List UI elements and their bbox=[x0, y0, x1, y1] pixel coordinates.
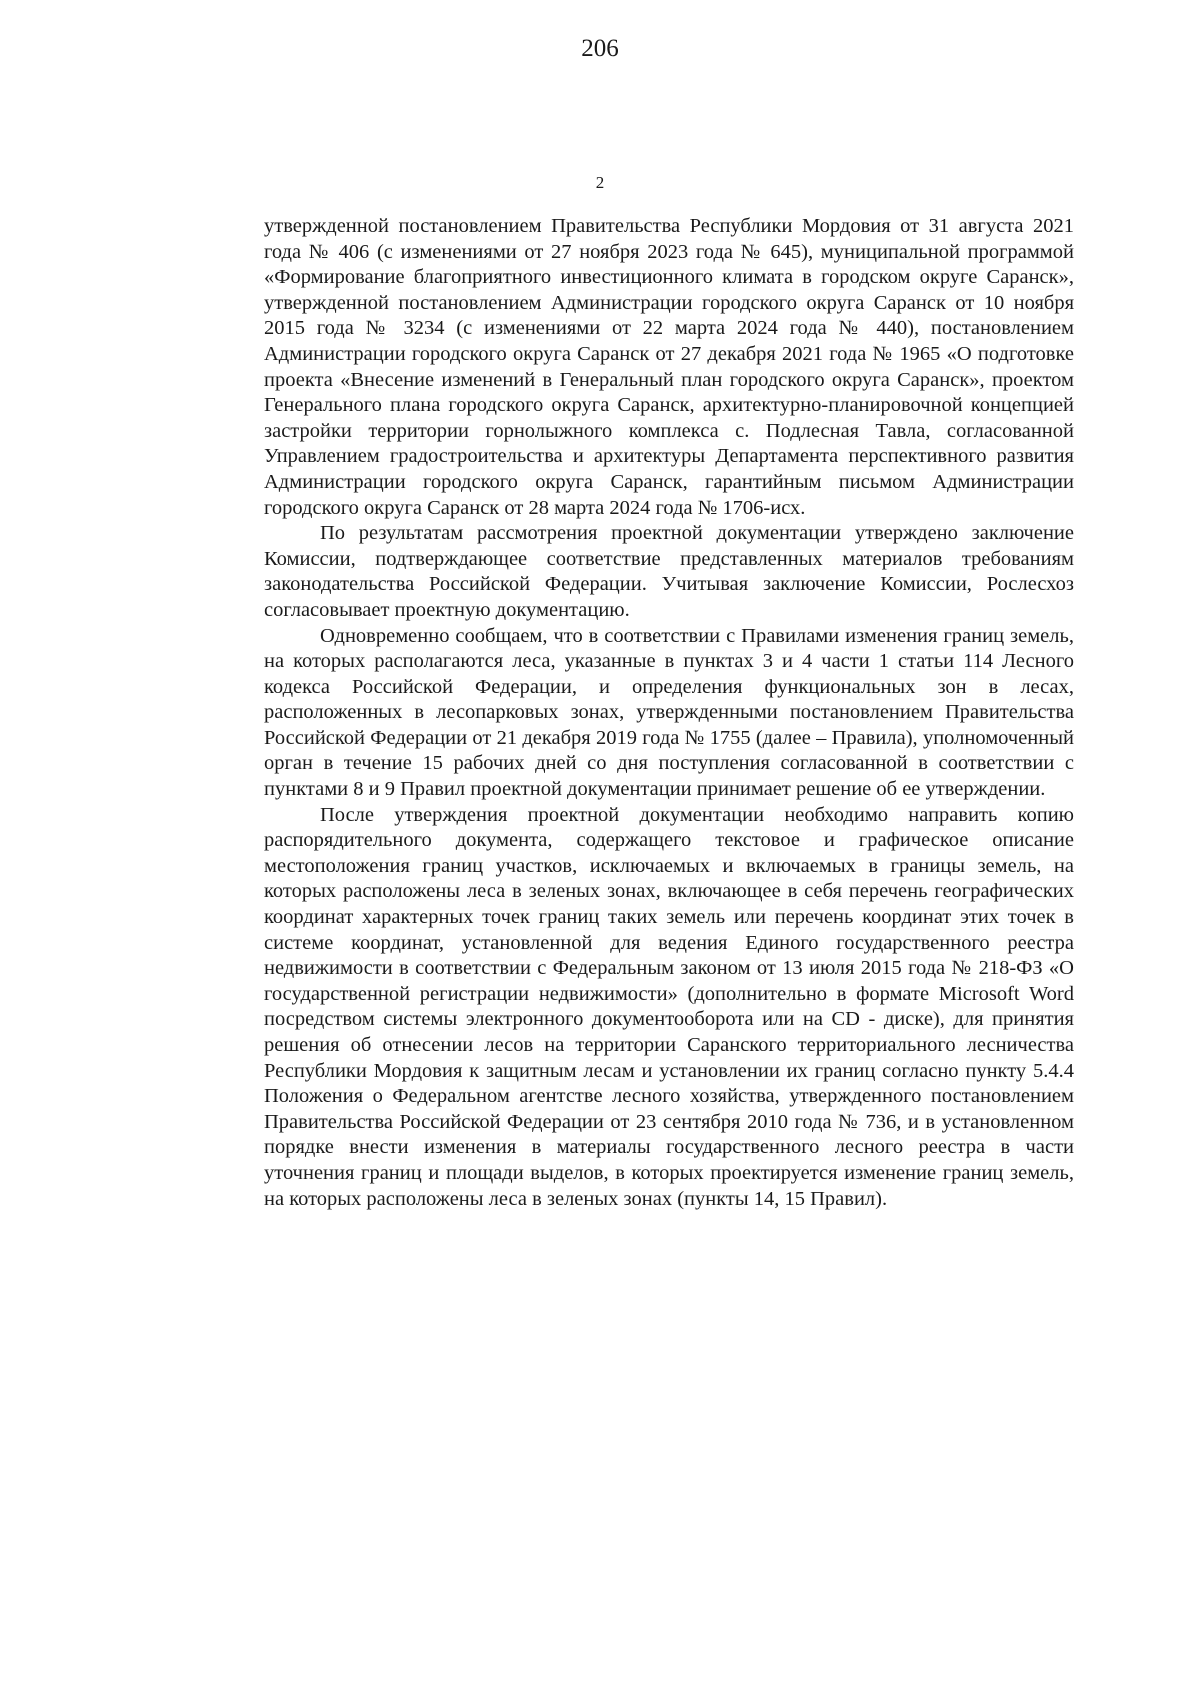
paragraph-rules: Одновременно сообщаем, что в соответствии с Правилами изменения границ земель, на которых располагаются леса, указанные в пунктах 3 и 4 части 1 статьи 114 Лесного кодекса Российской Федерации, и определения функциональных зон в лесах, расположенных в лесопарковых зонах, утвержденными постановлением Правительства Российской Федерации от 21 декабря 2019 года № 1755 (далее – Правила), уполномоченный орган в течение 15 рабочих дней со дня поступления согласованной в соответствии с пунктами 8 и 9 Правил проектной документации принимает решение об ее утверждении. bbox=[264, 624, 1074, 801]
document-body bbox=[264, 214, 1074, 1212]
page-number-inner: 2 bbox=[595, 173, 605, 192]
paragraph-conclusion: По результатам рассмотрения проектной документации утверждено заключение Комиссии, подтверждающее соответствие представленных материалов требованиям законодательства Российской Федерации. Учитывая заключение Комиссии, Рослесхоз согласовывает проектную документацию. bbox=[264, 522, 1074, 621]
page-number-top: 206 bbox=[581, 35, 619, 62]
paragraph-continuation: утвержденной постановлением Правительства Республики Мордовия от 31 августа 2021 года № 406 (с изменениями от 27 ноября 2023 года № 645), муниципальной программой «Формирование благоприятного инвестиционного климата в городском округе Саранск», утвержденной постановлением Администрации городского округа Саранск от 10 ноября 2015 года № 3234 (с изменениями от 22 марта 2024 года № 440), постановлением Администрации городского округа Саранск от 27 декабря 2021 года № 1965 «О подготовке проекта «Внесение изменений в Генеральный план городского округа Саранск», проектом Генерального плана городского округа Саранск, архитектурно-планировочной концепцией застройки территории горнолыжного комплекса с. Подлесная Тавла, согласованной Управлением градостроительства и архитектуры Департамента перспективного развития Администрации городского округа Саранск, гарантийным письмом Администрации городского округа Саранск от 28 марта 2024 года № 1706-исх. bbox=[264, 215, 1074, 519]
paragraph-instructions: После утверждения проектной документации необходимо направить копию распорядительного документа, содержащего текстовое и графическое описание местоположения границ участков, исключаемых и включаемых в границы земель, на которых расположены леса в зеленых зонах, включающее в себя перечень географических координат характерных точек границ таких земель или перечень координат этих точек в системе координат, установленной для ведения Единого государственного реестра недвижимости в соответствии с Федеральным законом от 13 июля 2015 года № 218-ФЗ «О государственной регистрации недвижимости» (дополнительно в формате Microsoft Word посредством системы электронного документооборота или на CD - диске), для принятия решения об отнесении лесов на территории Саранского территориального лесничества Республики Мордовия к защитным лесам и установлении их границ согласно пункту 5.4.4 Положения о Федеральном агентстве лесного хозяйства, утвержденного постановлением Правительства Российской Федерации от 23 сентября 2010 года № 736, и в установленном порядке внести изменения в материалы государственного лесного реестра в части уточнения границ и площади выделов, в которых проектируется изменение границ земель, на которых расположены леса в зеленых зонах (пункты 14, 15 Правил). bbox=[264, 803, 1074, 1210]
